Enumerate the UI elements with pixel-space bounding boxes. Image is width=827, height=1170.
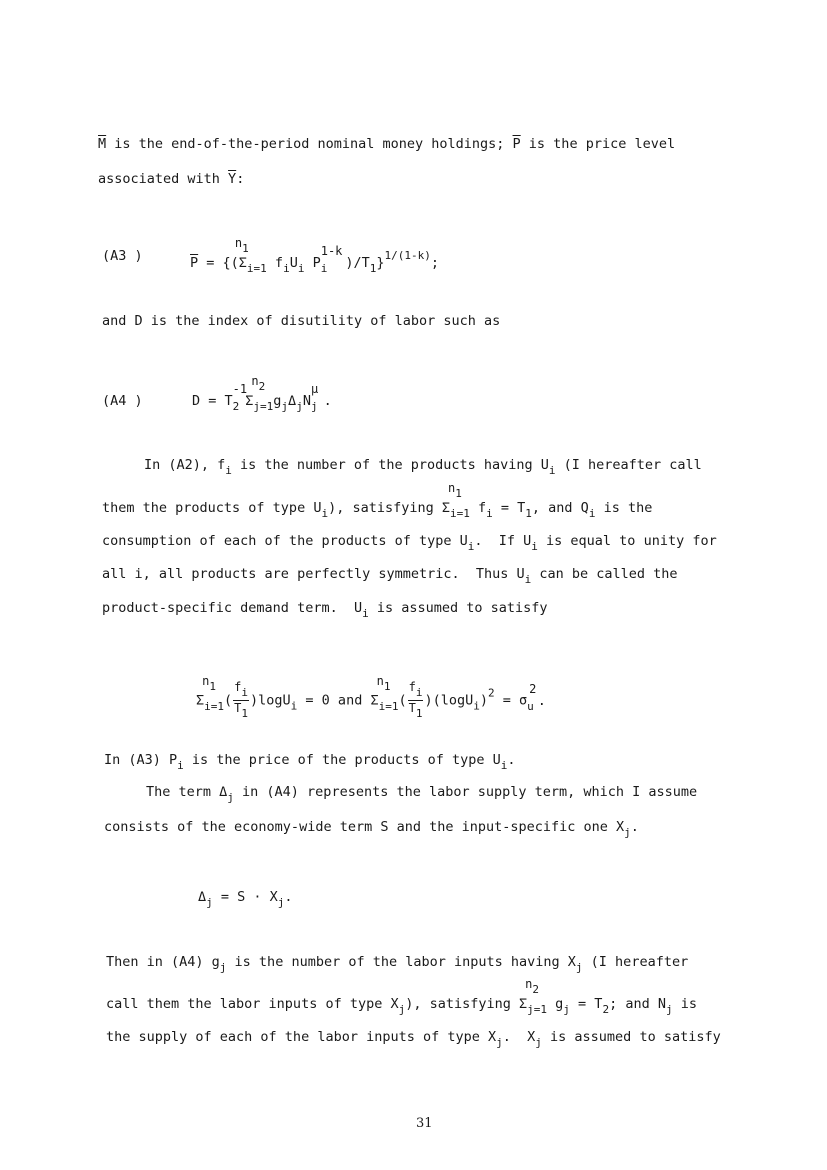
eq-u-upper-sub-2: 1 bbox=[383, 679, 391, 693]
eq-a4-t-sup: -1 bbox=[232, 382, 248, 396]
eq-u-frac1-den bbox=[233, 701, 249, 721]
eq-u-square: 2 bbox=[488, 686, 495, 700]
equation-delta bbox=[198, 891, 293, 908]
equation-a3 bbox=[190, 236, 439, 275]
eq-a4-t-sub: 2 bbox=[232, 400, 240, 413]
text-fragment: . If U bbox=[474, 533, 532, 549]
eq-delta-x-sub: j bbox=[277, 896, 285, 909]
text-fragment: ; and N bbox=[609, 996, 666, 1012]
text-line-p5-1 bbox=[106, 956, 688, 973]
text-fragment: . bbox=[507, 752, 516, 768]
text-fragment: product-specific demand term. U bbox=[102, 600, 363, 616]
subscript: i bbox=[177, 759, 184, 772]
subscript: i bbox=[548, 464, 556, 477]
text-fragment: can be called the bbox=[531, 566, 678, 582]
eq-a4-sigma: Σ bbox=[245, 393, 254, 409]
subscript: j bbox=[563, 1003, 570, 1016]
eq-u-den: T bbox=[234, 701, 242, 715]
text-line-p5-3 bbox=[106, 1031, 721, 1048]
text-fragment: = T bbox=[492, 500, 526, 516]
eq-a4-n: N bbox=[302, 393, 311, 409]
eq-a4-mu: μ bbox=[310, 382, 319, 396]
text-fragment: The term Δ bbox=[146, 784, 228, 800]
text-fragment: is the number of the labor inputs having X bbox=[226, 954, 576, 970]
eq-u-mid: = 0 and bbox=[297, 692, 371, 709]
text-fragment: is the price level bbox=[520, 136, 676, 152]
eq-a4-upper-sub: 2 bbox=[258, 380, 266, 393]
eq-u-upper-n: n bbox=[202, 673, 210, 688]
eq-u-fraction-1 bbox=[233, 680, 249, 721]
eq-a3-sum-upper bbox=[235, 237, 249, 254]
eq-u-sigma-1: Σ bbox=[196, 692, 205, 709]
eq-u-sum2-lower: i=1 bbox=[378, 699, 399, 713]
text-fragment: In (A3) P bbox=[104, 752, 178, 768]
eq-delta-body: = S · X bbox=[212, 889, 278, 905]
eq-u-log2: (logU bbox=[432, 692, 474, 709]
eq-u-den-sub-2: 1 bbox=[415, 707, 423, 720]
text-line-p3-3 bbox=[102, 535, 717, 552]
text-fragment: is equal to unity for bbox=[537, 533, 717, 549]
eq-u-num-sub: i bbox=[241, 686, 249, 699]
subscript: j bbox=[535, 1036, 542, 1049]
eq-a3-f-sub: i bbox=[283, 262, 290, 275]
eq-a3-f: f bbox=[266, 255, 284, 271]
equation-label-a4: (A4 ) bbox=[102, 393, 143, 409]
symbol-m-tilde: $\overline{M}$ bbox=[98, 136, 107, 152]
eq-a3-p-sub: i bbox=[320, 262, 328, 275]
eq-a4-n-scripts bbox=[310, 382, 319, 413]
eq-delta-symbol: Δ bbox=[198, 889, 207, 905]
text-line-p4-3 bbox=[104, 821, 639, 838]
eq-a3-t: )/T bbox=[345, 255, 370, 271]
eq-a3-p-scripts bbox=[320, 244, 343, 275]
eq-u-end: . bbox=[537, 692, 546, 709]
eq-u-sum2-upper bbox=[377, 675, 391, 692]
symbol-p-bar: $\overline{P}$ bbox=[512, 136, 521, 152]
equation-a4 bbox=[192, 374, 332, 413]
eq-u-den-sub: 1 bbox=[241, 707, 249, 720]
p5-upper-sub: 2 bbox=[532, 983, 540, 996]
eq-u-log2-close: ) bbox=[479, 692, 489, 709]
eq-a4-n-sub: j bbox=[310, 400, 318, 413]
p5-sum-limits bbox=[525, 977, 548, 1016]
eq-a4-g: g bbox=[273, 393, 282, 409]
text-line-associated-with bbox=[98, 173, 244, 187]
p3-sum-lower: i=1 bbox=[450, 507, 470, 520]
subscript: j bbox=[496, 1036, 503, 1049]
p3-upper-n: n bbox=[448, 481, 456, 495]
eq-a4-lhs: D = T bbox=[192, 393, 233, 409]
text-fragment: . bbox=[630, 819, 639, 835]
subscript: j bbox=[398, 1003, 406, 1016]
text-line-p3-4 bbox=[102, 568, 678, 585]
eq-a3-p-sup: 1-k bbox=[320, 244, 343, 258]
eq-a4-g-sub: j bbox=[281, 400, 289, 413]
eq-u-frac2-num bbox=[408, 680, 424, 701]
subscript: j bbox=[575, 961, 583, 974]
eq-a3-t-sub: 1 bbox=[369, 262, 377, 275]
eq-u-den-2: T bbox=[408, 701, 416, 715]
text-fragment: them the products of type U bbox=[102, 500, 322, 516]
eq-u-sigma-sub: u bbox=[527, 699, 534, 713]
text-line-p3-5 bbox=[102, 602, 548, 619]
text-line-p5-2 bbox=[106, 977, 697, 1016]
symbol-y-tilde: $\overline{Y}$ bbox=[228, 171, 237, 187]
eq-u-log2-sub: i bbox=[473, 699, 480, 713]
eq-u-log1: logU bbox=[258, 692, 291, 709]
equation-label-a3: (A3 ) bbox=[102, 248, 143, 264]
text-fragment: is assumed to satisfy bbox=[541, 1029, 721, 1045]
text-fragment: the supply of each of the labor inputs of type X bbox=[106, 1029, 497, 1045]
eq-a3-upper-n: n bbox=[234, 236, 243, 250]
text-fragment: f bbox=[469, 500, 487, 516]
eq-a3-end: ; bbox=[430, 255, 439, 271]
subscript: i bbox=[588, 507, 596, 520]
eq-u-eq: = σ bbox=[494, 692, 528, 709]
p5-sum-upper bbox=[525, 978, 539, 995]
text-fragment: ), satisfying Σ bbox=[328, 500, 450, 516]
text-fragment: ), satisfying Σ bbox=[405, 996, 528, 1012]
equation-u-conditions: Σ n1 $_{i=1}$( $\frac{fi}{T1}$ )logU$_i$ = 0 and Σ n1 $_{i=1}$( $\frac{fi}{T1}$ )$(\log U_i)^2 = \sigma$ 2 $_u$ . bbox=[196, 673, 546, 720]
text-fragment: associated with bbox=[98, 171, 229, 187]
text-fragment: : bbox=[236, 171, 245, 187]
text-fragment: is the number of the products having U bbox=[231, 457, 549, 473]
page-number: 31 bbox=[416, 1116, 433, 1131]
subscript: j bbox=[219, 961, 227, 974]
p5-sum-lower: j=1 bbox=[527, 1003, 548, 1016]
eq-u-num: f bbox=[234, 680, 242, 694]
eq-u-frac2-den bbox=[408, 701, 424, 721]
eq-delta-end: . bbox=[284, 889, 293, 905]
eq-a4-sum-upper bbox=[251, 375, 265, 392]
eq-u-sigma-2: Σ bbox=[370, 692, 379, 709]
eq-a4-delta: Δ bbox=[288, 393, 297, 409]
text-fragment: consists of the economy-wide term S and the input-specific one X bbox=[104, 819, 625, 835]
eq-a4-sum-lower: j=1 bbox=[253, 400, 274, 413]
text-fragment: in (A4) represents the labor supply term, which I assume bbox=[233, 784, 698, 800]
text-fragment: is assumed to satisfy bbox=[368, 600, 548, 616]
p3-sum-limits bbox=[448, 481, 470, 520]
text-fragment: In (A2), f bbox=[144, 457, 226, 473]
eq-a4-upper-n: n bbox=[251, 374, 259, 388]
subscript: i bbox=[486, 507, 493, 520]
subscript: i bbox=[225, 464, 232, 477]
subscript: i bbox=[362, 607, 369, 620]
eq-a4-end: . bbox=[323, 393, 332, 409]
eq-a4-delta-sub: j bbox=[296, 400, 303, 413]
text-line-disutility: and D is the index of disutility of labor such as bbox=[102, 313, 501, 329]
eq-u-upper-n-2: n bbox=[376, 673, 384, 688]
text-fragment: (I hereafter bbox=[582, 954, 689, 970]
text-fragment: g bbox=[547, 996, 564, 1012]
text-fragment: all i, all products are perfectly symmetric. Thus U bbox=[102, 566, 525, 582]
eq-u-sum2-limits bbox=[376, 673, 399, 713]
text-fragment: . X bbox=[502, 1029, 536, 1045]
p3-upper-sub: 1 bbox=[455, 487, 462, 500]
eq-u-sigma-scripts bbox=[527, 681, 537, 713]
text-fragment: call them the labor inputs of type X bbox=[106, 996, 399, 1012]
subscript: 2 bbox=[602, 1003, 610, 1016]
eq-a3-u: U bbox=[289, 255, 298, 271]
text-line-money-holdings bbox=[98, 138, 675, 152]
eq-a3-lhs: $\overline{P}$ bbox=[190, 255, 199, 271]
eq-u-sigma-sup: 2 bbox=[529, 681, 537, 696]
text-fragment: consumption of each of the products of type U bbox=[102, 533, 468, 549]
p3-sum-upper bbox=[448, 482, 462, 499]
eq-u-log1-sub: i bbox=[290, 699, 298, 713]
eq-a3-exponent: 1/(1-k) bbox=[384, 249, 431, 262]
text-line-p4-2 bbox=[146, 786, 697, 803]
eq-u-frac1-num bbox=[233, 680, 249, 701]
eq-a3-body: = {(Σ bbox=[198, 255, 247, 271]
eq-a3-sum-limits bbox=[234, 236, 267, 275]
text-fragment: = T bbox=[569, 996, 603, 1012]
text-line-p3-1 bbox=[144, 459, 702, 476]
text-fragment: is the end-of-the-period nominal money holdings; bbox=[106, 136, 513, 152]
eq-u-fraction-2 bbox=[408, 680, 424, 721]
eq-a3-upper-sub: 1 bbox=[242, 242, 249, 255]
eq-a3-sum-lower: i=1 bbox=[246, 262, 267, 275]
subscript: i bbox=[500, 759, 508, 772]
subscript: i bbox=[467, 540, 475, 553]
eq-u-num-2: f bbox=[408, 680, 416, 694]
subscript: i bbox=[531, 540, 538, 553]
eq-a3-close: } bbox=[376, 255, 385, 271]
subscript: i bbox=[321, 507, 329, 520]
subscript: j bbox=[665, 1003, 673, 1016]
text-fragment: Then in (A4) g bbox=[106, 954, 220, 970]
text-fragment: (I hereafter call bbox=[555, 457, 702, 473]
eq-a3-p: P bbox=[304, 255, 321, 271]
subscript: 1 bbox=[525, 507, 532, 520]
eq-u-upper-sub: 1 bbox=[209, 679, 216, 693]
eq-u-sum1-upper bbox=[202, 675, 216, 692]
eq-a4-sum-limits bbox=[251, 374, 274, 413]
text-fragment: is the bbox=[595, 500, 653, 516]
eq-u-num-sub-2: i bbox=[415, 686, 423, 699]
p5-upper-n: n bbox=[525, 977, 533, 991]
text-line-p4-1 bbox=[104, 754, 516, 771]
eq-a3-u-sub: i bbox=[297, 262, 305, 275]
text-fragment: is bbox=[672, 996, 697, 1012]
subscript: j bbox=[624, 826, 631, 839]
text-line-p3-2 bbox=[102, 481, 653, 520]
eq-a4-t-scripts bbox=[232, 382, 248, 413]
text-fragment: is the price of the products of type U bbox=[183, 752, 501, 768]
subscript: j bbox=[227, 791, 234, 804]
eq-u-sum1-limits bbox=[202, 673, 225, 713]
eq-delta-sub: j bbox=[206, 896, 213, 909]
subscript: i bbox=[524, 573, 532, 586]
eq-u-sum1-lower: i=1 bbox=[204, 699, 225, 713]
text-fragment: , and Q bbox=[531, 500, 589, 516]
